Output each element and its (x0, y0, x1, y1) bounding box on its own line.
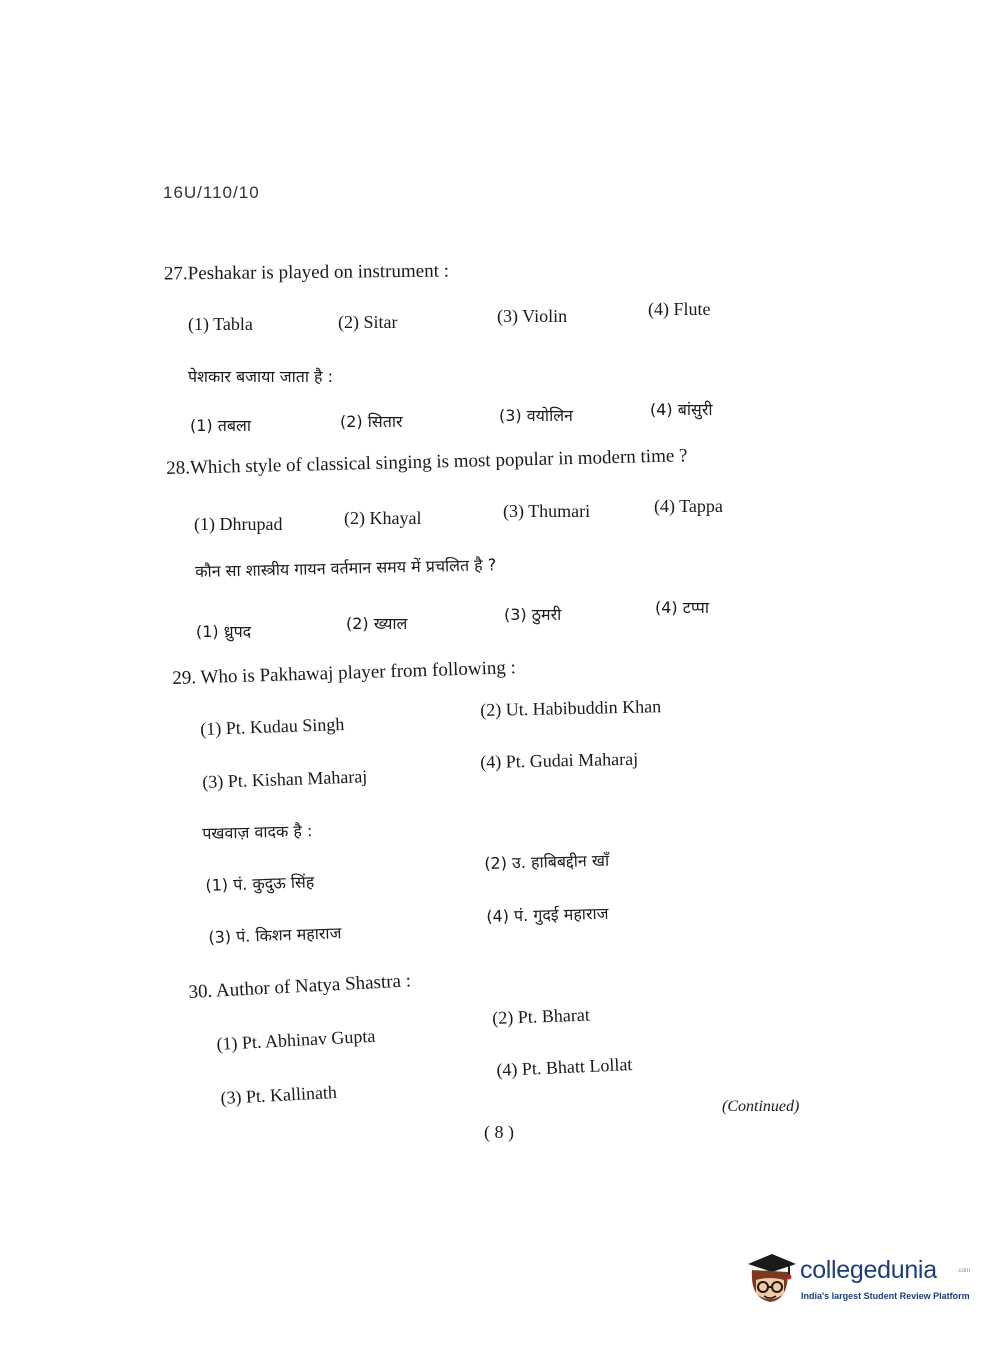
q29-option-4: (4) Pt. Gudai Maharaj (480, 748, 639, 772)
q30-option-3: (3) Pt. Kallinath (220, 1081, 338, 1108)
question-27-hindi: पेशकार बजाया जाता है : (188, 367, 334, 386)
q27-hindi-option-3: (3) वयोलिन (499, 406, 573, 425)
continued-note: (Continued) (722, 1098, 800, 1115)
collegedunia-logo (742, 1250, 971, 1316)
q30-option-1: (1) Pt. Abhinav Gupta (216, 1025, 376, 1054)
q27-hindi-option-1: (1) तबला (190, 416, 251, 435)
q27-option-3: (3) Violin (497, 306, 568, 326)
q30-option-4: (4) Pt. Bhatt Lollat (496, 1054, 633, 1080)
question-29-hindi: पखवाज़ वादक है : (202, 821, 313, 843)
q29-hindi-option-3: (3) पं. किशन महाराज (208, 923, 342, 947)
page-number: ( 8 ) (484, 1122, 514, 1142)
q28-option-1: (1) Dhrupad (194, 514, 283, 534)
q27-option-1: (1) Tabla (188, 314, 253, 334)
q27-option-4: (4) Flute (648, 299, 711, 319)
q30-option-2: (2) Pt. Bharat (492, 1004, 591, 1028)
q29-option-3: (3) Pt. Kishan Maharaj (202, 766, 368, 792)
brand-name: collegedunia (800, 1256, 937, 1284)
question-30-text: 30. Author of Natya Shastra : (188, 970, 412, 1003)
graduate-mascot-icon (742, 1250, 798, 1312)
question-28-hindi: कौन सा शास्त्रीय गायन वर्तमान समय में प्रचलित है ? (195, 555, 497, 581)
q28-option-2: (2) Khayal (344, 508, 422, 528)
brand-domain: .com (957, 1268, 971, 1274)
q27-option-2: (2) Sitar (338, 312, 398, 332)
q28-option-4: (4) Tappa (654, 496, 723, 516)
q28-hindi-option-4: (4) टप्पा (655, 598, 709, 617)
q27-hindi-option-2: (2) सितार (340, 412, 403, 431)
q29-option-1: (1) Pt. Kudau Singh (200, 713, 345, 739)
q28-hindi-option-2: (2) ख्याल (346, 614, 408, 633)
q28-option-3: (3) Thumari (503, 501, 591, 521)
question-28-text: 28.Which style of classical singing is most popular in modern time ? (166, 445, 688, 479)
paper-code: 16U/110/10 (163, 183, 260, 202)
brand-tagline: India's largest Student Review Platform (801, 1291, 970, 1301)
q28-hindi-option-1: (1) ध्रुपद (196, 622, 252, 641)
q29-hindi-option-4: (4) पं. गुदई महाराज (486, 903, 609, 926)
q29-option-2: (2) Ut. Habibuddin Khan (480, 696, 662, 720)
q29-hindi-option-1: (1) पं. कुदुऊ सिंह (205, 872, 315, 895)
question-29-text: 29. Who is Pakhawaj player from following : (172, 657, 517, 689)
question-27-text: 27.Peshakar is played on instrument : (163, 260, 450, 285)
q29-hindi-option-2: (2) उ. हाबिबद्दीन खाँ (484, 850, 610, 873)
q28-hindi-option-3: (3) ठुमरी (504, 605, 562, 624)
q27-hindi-option-4: (4) बांसुरी (650, 400, 713, 419)
